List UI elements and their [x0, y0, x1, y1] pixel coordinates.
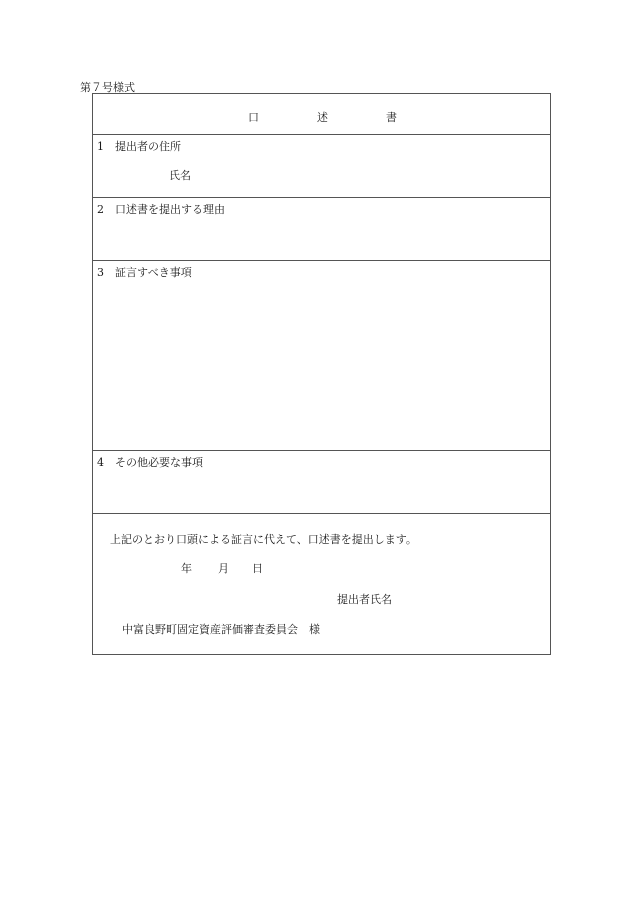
title-char-1: 口	[248, 111, 259, 124]
section-heading	[97, 138, 181, 154]
title-char-3: 書	[386, 111, 397, 124]
section-heading	[97, 454, 203, 470]
section-heading	[97, 264, 192, 280]
section-label: 提出者の住所	[115, 140, 181, 153]
section-other-matters[interactable]	[93, 451, 550, 514]
date-month-label[interactable]: 月	[218, 562, 229, 575]
section-submitter-address[interactable]	[93, 135, 550, 198]
section-label: 口述書を提出する理由	[115, 203, 225, 216]
date-day-label[interactable]: 日	[252, 562, 263, 575]
section-reason[interactable]	[93, 198, 550, 261]
declaration-block	[93, 514, 550, 655]
section-heading	[97, 201, 225, 217]
section-number: 3	[97, 266, 104, 279]
submitter-name-label[interactable]: 提出者氏名	[337, 593, 392, 606]
section-testimony-matters[interactable]	[93, 261, 550, 451]
form-number-label: 第７号様式	[80, 81, 135, 94]
oral-statement-form	[92, 93, 551, 655]
title-char-2: 述	[317, 111, 328, 124]
name-label: 氏名	[169, 169, 191, 182]
declaration-statement: 上記のとおり口頭による証言に代えて、口述書を提出します。	[110, 533, 417, 546]
date-year-label[interactable]: 年	[181, 562, 192, 575]
section-label: その他必要な事項	[115, 456, 203, 469]
section-number: 2	[97, 203, 104, 216]
section-number: 1	[97, 140, 104, 153]
section-label: 証言すべき事項	[115, 266, 192, 279]
addressee: 中富良野町固定資産評価審査委員会 様	[122, 623, 320, 636]
title-row	[93, 94, 550, 135]
section-number: 4	[97, 456, 104, 469]
